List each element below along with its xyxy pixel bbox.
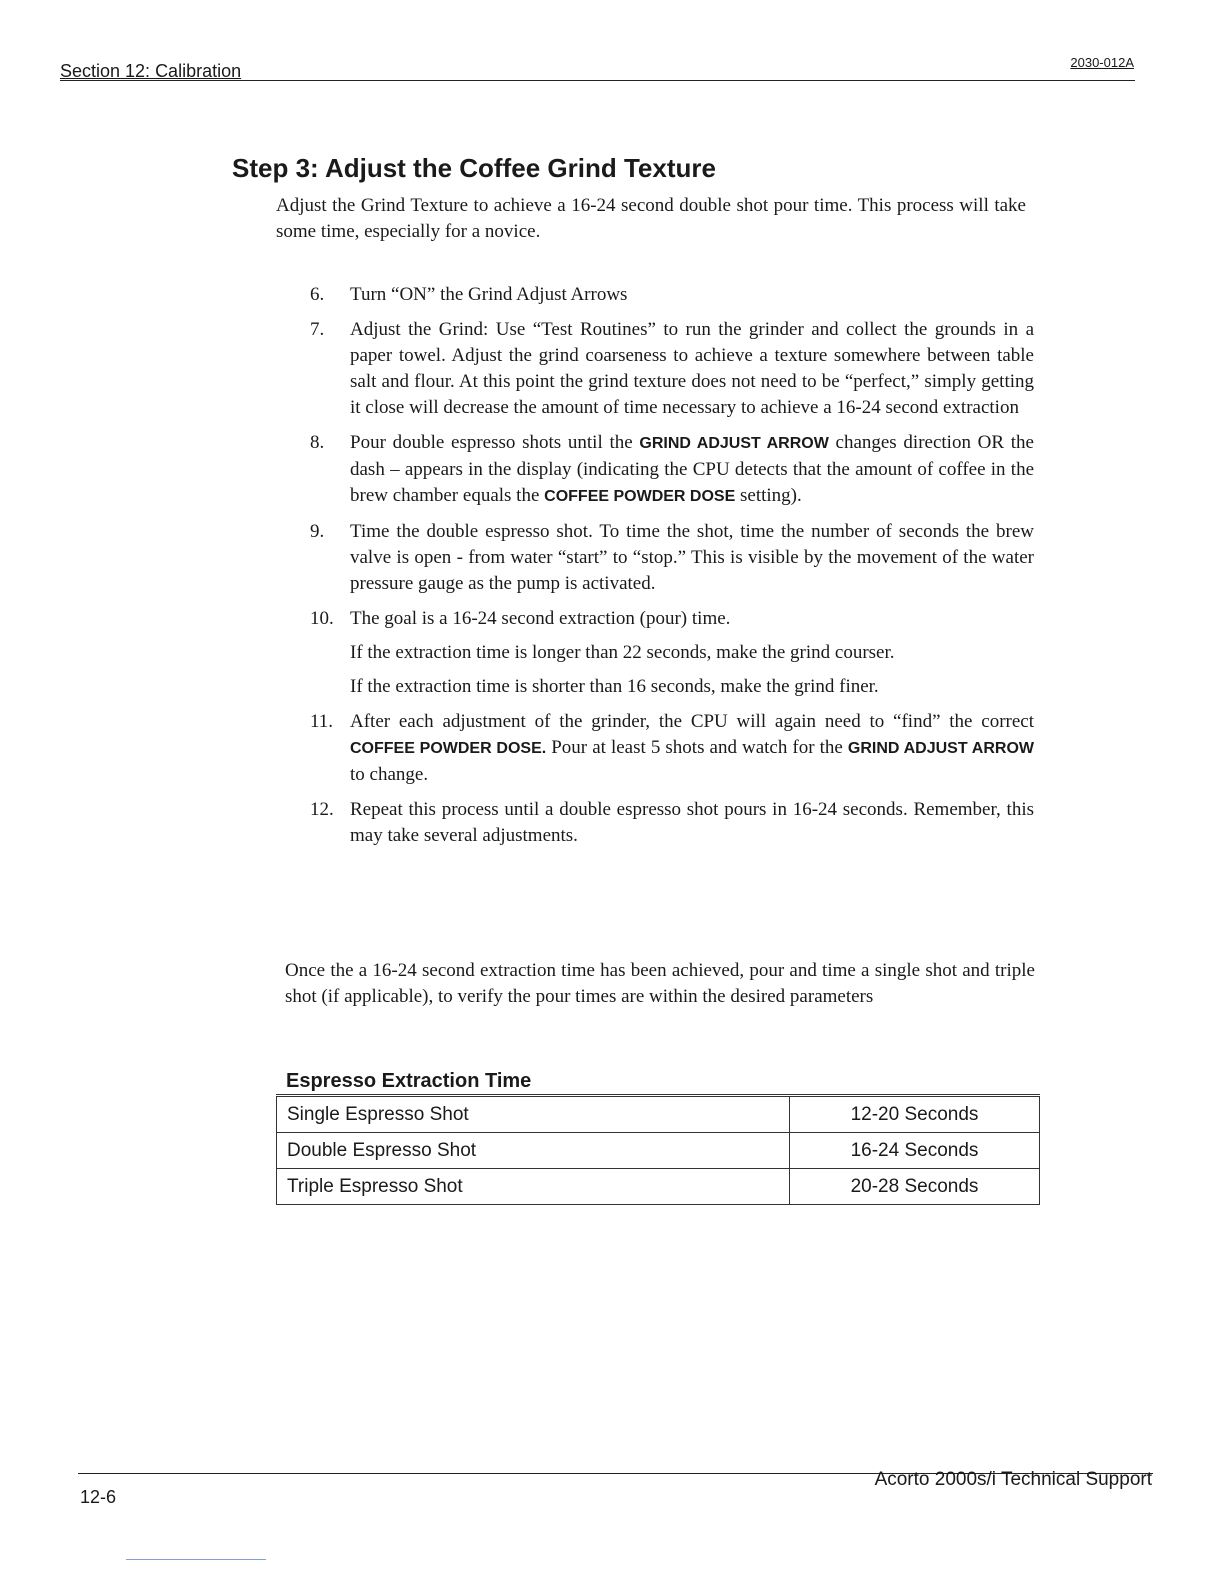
step-text: Adjust the Grind: Use “Test Routines” to run the grinder and collect the grounds in a paper towel. Adjust the grind coarseness to achieve a texture somewhere between table salt and flour. At this point the grind texture does not need to be “perfect,” simply getting it close will decrease the amount of time necessary to achieve a 16-24 second extraction <box>350 319 1034 418</box>
step-10-shorter-note: If the extraction time is shorter than 16 seconds, make the grind finer. <box>350 676 879 697</box>
step-7 <box>310 317 1034 421</box>
step-text: to change. <box>350 764 429 785</box>
time-range-cell: 16-24 Seconds <box>790 1133 1040 1169</box>
step-list <box>310 282 1034 858</box>
time-range-cell: 12-20 Seconds <box>790 1097 1040 1133</box>
shot-type-cell: Single Espresso Shot <box>277 1097 790 1133</box>
intro-paragraph: Adjust the Grind Texture to achieve a 16-24 second double shot pour time. This process will take some time, especially for a novice. <box>276 195 1026 242</box>
grind-adjust-arrow-term: GRIND ADJUST ARROW <box>847 740 1034 757</box>
step-10 <box>310 606 1034 700</box>
step-10-longer-note: If the extraction time is longer than 22 seconds, make the grind courser. <box>350 642 895 663</box>
grind-adjust-arrow-term: GRIND ADJUST ARROW <box>639 435 829 452</box>
table-title-rule <box>276 1094 1040 1095</box>
time-range-cell: 20-28 Seconds <box>790 1169 1040 1205</box>
footer-product: Acorto 2000s/i Technical Support <box>874 1469 1152 1490</box>
document-number: 2030-012A <box>1070 55 1134 70</box>
step-number: 10. <box>310 608 334 629</box>
page-number: 12-6 <box>80 1487 117 1507</box>
step-12 <box>310 797 1034 849</box>
step-text: After each adjustment of the grinder, the CPU will again need to “find” the correct <box>350 711 1034 732</box>
header-rule <box>60 80 1135 81</box>
coffee-powder-dose-term: COFFEE POWDER DOSE. <box>350 740 547 757</box>
table-row <box>277 1133 1040 1169</box>
step-8 <box>310 430 1034 510</box>
step-text: setting). <box>735 485 802 506</box>
step-number: 7. <box>310 319 325 340</box>
step-text: changes direction OR the dash – appears in the display (indicating the CPU detects that the amount of coffee in the brew chamber equals the <box>350 432 1034 506</box>
step-text: Repeat this process until a double espresso shot pours in 16-24 seconds. Remember, this may take several adjustments. <box>350 799 1034 846</box>
table-row <box>277 1097 1040 1133</box>
step-number: 6. <box>310 284 325 305</box>
step-text: Pour at least 5 shots and watch for the <box>546 737 848 758</box>
step-number: 8. <box>310 432 325 453</box>
step-6 <box>310 282 1034 308</box>
page-title: Step 3: Adjust the Coffee Grind Texture <box>232 153 716 183</box>
step-number: 9. <box>310 521 325 542</box>
extraction-time-table <box>276 1096 1040 1205</box>
shot-type-cell: Double Espresso Shot <box>277 1133 790 1169</box>
step-text: Time the double espresso shot. To time the shot, time the number of seconds the brew valve is open - from water “start” to “stop.” This is visible by the movement of the water pressure gauge as the pump is activated. <box>350 521 1034 594</box>
step-11 <box>310 709 1034 788</box>
table-title: Espresso Extraction Time <box>286 1070 532 1092</box>
step-number: 11. <box>310 711 334 732</box>
scan-artifact-line <box>126 1559 266 1560</box>
step-9 <box>310 519 1034 597</box>
section-header: Section 12: Calibration <box>60 61 242 81</box>
coffee-powder-dose-term: COFFEE POWDER DOSE <box>544 488 736 505</box>
step-text: The goal is a 16-24 second extraction (pour) time. <box>350 608 731 629</box>
table-row <box>277 1169 1040 1205</box>
shot-type-cell: Triple Espresso Shot <box>277 1169 790 1205</box>
step-text: Turn “ON” the Grind Adjust Arrows <box>350 284 628 305</box>
step-number: 12. <box>310 799 334 820</box>
closing-paragraph: Once the a 16-24 second extraction time has been achieved, pour and time a single shot and triple shot (if applicable), to verify the pour times are within the desired parameters <box>285 960 1035 1007</box>
step-text: Pour double espresso shots until the <box>350 432 640 453</box>
